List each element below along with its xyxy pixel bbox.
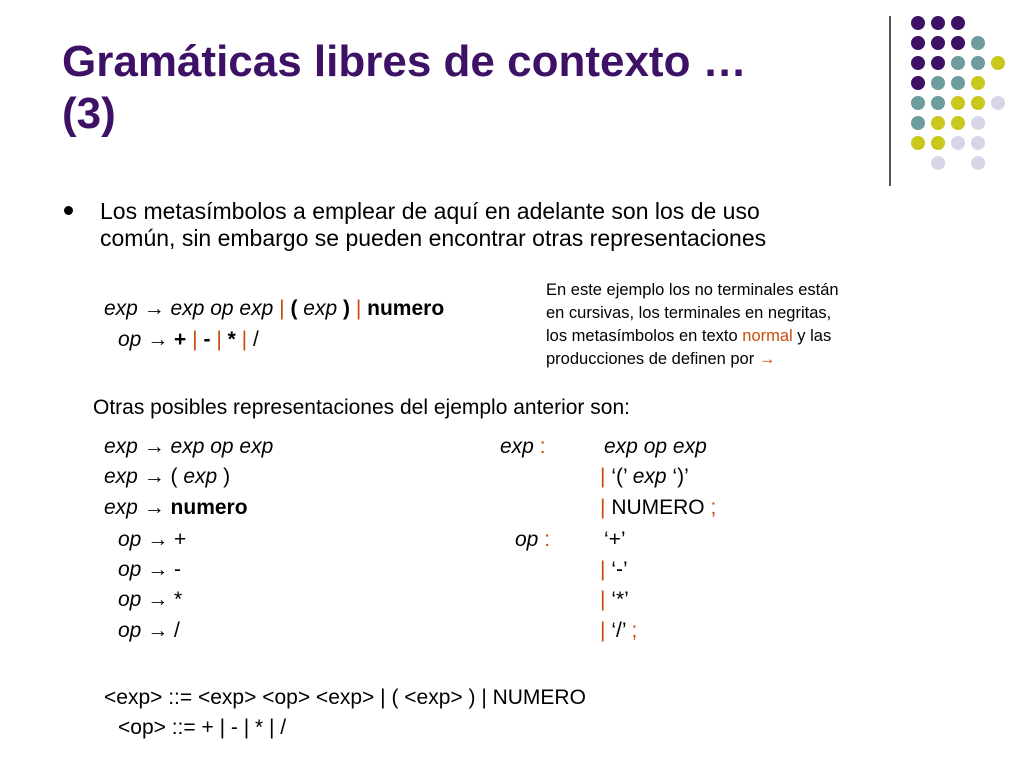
- rhs-text: exp op exp: [604, 435, 707, 458]
- nonterminal-exp: exp: [104, 435, 138, 458]
- dot-lilac: [971, 136, 985, 150]
- yacc-row: [600, 616, 637, 646]
- dot-teal: [951, 76, 965, 90]
- note-line-2: en cursivas, los terminales en negritas,: [546, 304, 832, 322]
- nonterminal-op: op: [118, 619, 142, 642]
- bullet-line-1: Los metasímbolos a emplear de aquí en adelante son los de uso: [100, 198, 760, 224]
- terminal-numero: numero: [367, 297, 445, 320]
- bnf-line-1: <exp> ::= <exp> <op> <exp> | ( <exp> ) | NUMERO: [104, 686, 586, 709]
- note-text: y las: [792, 327, 832, 345]
- dot-lilac: [971, 156, 985, 170]
- dot-purple: [911, 36, 925, 50]
- dot-teal: [911, 96, 925, 110]
- arrow-symbol: →: [143, 496, 165, 519]
- rhs-text: *: [174, 588, 183, 611]
- colon-symbol: :: [539, 435, 546, 458]
- dot-yellow: [951, 116, 965, 130]
- dot-yellow: [971, 96, 985, 110]
- nonterminal-exp: exp: [104, 496, 138, 519]
- slide-title: [62, 36, 747, 140]
- dot-purple: [931, 16, 945, 30]
- arrow-symbol: →: [143, 297, 165, 320]
- dot-teal: [931, 96, 945, 110]
- note-line-3: [546, 325, 839, 348]
- rhs-text: (: [170, 465, 184, 488]
- semicolon-symbol: ;: [710, 496, 717, 519]
- dot-purple: [911, 16, 925, 30]
- bar-symbol: |: [600, 465, 606, 488]
- bar-symbol: |: [600, 558, 606, 581]
- rep-row: [118, 616, 180, 646]
- dot-teal: [971, 56, 985, 70]
- terminal-star: *: [227, 328, 236, 351]
- bar-symbol: |: [192, 328, 198, 351]
- dot-teal: [951, 56, 965, 70]
- bullet-line-2: común, sin embargo se pueden encontrar otras representaciones: [100, 225, 767, 251]
- arrow-symbol: →: [147, 328, 169, 351]
- dot-lilac: [991, 96, 1005, 110]
- dot-purple: [911, 76, 925, 90]
- nonterminal-op: op: [118, 558, 142, 581]
- yacc-op-label: [515, 525, 550, 555]
- nonterminal-exp: exp: [104, 297, 138, 320]
- bullet-dot-icon: [64, 206, 73, 215]
- vertical-divider: [889, 16, 891, 186]
- rep-row: [118, 555, 181, 585]
- nonterminal-exp: exp: [500, 435, 534, 458]
- dot-lilac: [931, 156, 945, 170]
- other-reps-heading: Otras posibles representaciones del ejemplo anterior son:: [93, 396, 630, 419]
- rhs-text: -: [174, 558, 182, 581]
- bullet-paragraph: [100, 198, 766, 252]
- dot-lilac: [971, 116, 985, 130]
- rhs-text: /: [174, 619, 180, 642]
- bar-symbol: |: [355, 297, 362, 320]
- bnf-line-2: <op> ::= + | - | * | /: [118, 716, 287, 739]
- rhs-text: ‘(’: [611, 465, 627, 488]
- yacc-row: [604, 525, 626, 555]
- rhs-text: ‘+’: [604, 528, 626, 551]
- arrow-symbol: →: [143, 435, 165, 458]
- nonterminal-op: op: [118, 328, 142, 351]
- terminal-lparen: (: [290, 297, 298, 320]
- note-text: los metasímbolos en texto: [546, 327, 743, 345]
- terminal-minus: -: [203, 328, 211, 351]
- grammar-exp-rule: [104, 294, 444, 324]
- rhs-text: +: [174, 528, 187, 551]
- dot-yellow: [991, 56, 1005, 70]
- yacc-row: [604, 432, 707, 462]
- yacc-row: [600, 585, 629, 615]
- bar-symbol: |: [600, 588, 606, 611]
- title-line-2: (3): [62, 89, 116, 138]
- grammar-op-rule: [118, 325, 259, 355]
- bar-symbol: |: [600, 619, 606, 642]
- nonterminal-op: op: [118, 528, 142, 551]
- dot-purple: [931, 56, 945, 70]
- dot-teal: [911, 116, 925, 130]
- bar-symbol: |: [279, 297, 285, 320]
- arrow-symbol: →: [147, 558, 169, 581]
- bar-symbol: |: [216, 328, 222, 351]
- rhs-text: exp: [632, 465, 667, 488]
- rep-row: [104, 462, 230, 492]
- arrow-symbol: →: [143, 465, 165, 488]
- dot-yellow: [911, 136, 925, 150]
- note-text: producciones de definen por: [546, 350, 759, 368]
- rhs-text: ‘/’: [611, 619, 627, 642]
- rhs-text: ‘-’: [611, 558, 628, 581]
- rhs-text: ‘*’: [611, 588, 629, 611]
- rep-row: [118, 585, 182, 615]
- dot-yellow: [931, 136, 945, 150]
- rhs-text: ‘)’: [672, 465, 689, 488]
- yacc-row: [600, 555, 628, 585]
- bar-symbol: |: [241, 328, 248, 351]
- arrow-symbol: →: [147, 528, 169, 551]
- note-line-4: [546, 348, 839, 371]
- rhs-text: NUMERO: [611, 496, 705, 519]
- colon-symbol: :: [544, 528, 551, 551]
- note-line-1: En este ejemplo los no terminales están: [546, 281, 839, 299]
- terminal-slash: /: [252, 328, 259, 351]
- dot-yellow: [971, 76, 985, 90]
- rhs-text: ): [217, 465, 231, 488]
- legend-note: [546, 279, 839, 371]
- yacc-row: [600, 462, 689, 492]
- dot-teal: [971, 36, 985, 50]
- dot-yellow: [951, 96, 965, 110]
- dot-purple: [951, 16, 965, 30]
- dot-purple: [911, 56, 925, 70]
- rep-row: [104, 432, 273, 462]
- bar-symbol: |: [600, 496, 606, 519]
- note-normal-word: normal: [742, 327, 793, 345]
- dot-purple: [931, 36, 945, 50]
- nonterminal-op: op: [515, 528, 539, 551]
- terminal-plus: +: [174, 328, 187, 351]
- dot-purple: [951, 36, 965, 50]
- rep-row: [118, 525, 186, 555]
- title-line-1: Gramáticas libres de contexto …: [62, 37, 747, 86]
- dot-lilac: [951, 136, 965, 150]
- terminal-rparen: ): [343, 297, 350, 320]
- rhs-text: numero: [170, 496, 248, 519]
- nonterminal-exp: exp: [303, 297, 338, 320]
- yacc-exp-label: [500, 432, 546, 462]
- arrow-symbol: →: [147, 619, 169, 642]
- rhs-text: exp op exp: [170, 435, 274, 458]
- rhs-text: exp: [183, 465, 218, 488]
- nonterminal-exp: exp: [104, 465, 138, 488]
- rhs-exp-op-exp: exp op exp: [170, 297, 274, 320]
- rep-row: [104, 493, 248, 523]
- semicolon-symbol: ;: [631, 619, 638, 642]
- arrow-symbol: →: [147, 588, 169, 611]
- nonterminal-op: op: [118, 588, 142, 611]
- note-arrow: →: [758, 350, 776, 368]
- dot-yellow: [931, 116, 945, 130]
- yacc-row: [600, 493, 716, 523]
- dot-teal: [931, 76, 945, 90]
